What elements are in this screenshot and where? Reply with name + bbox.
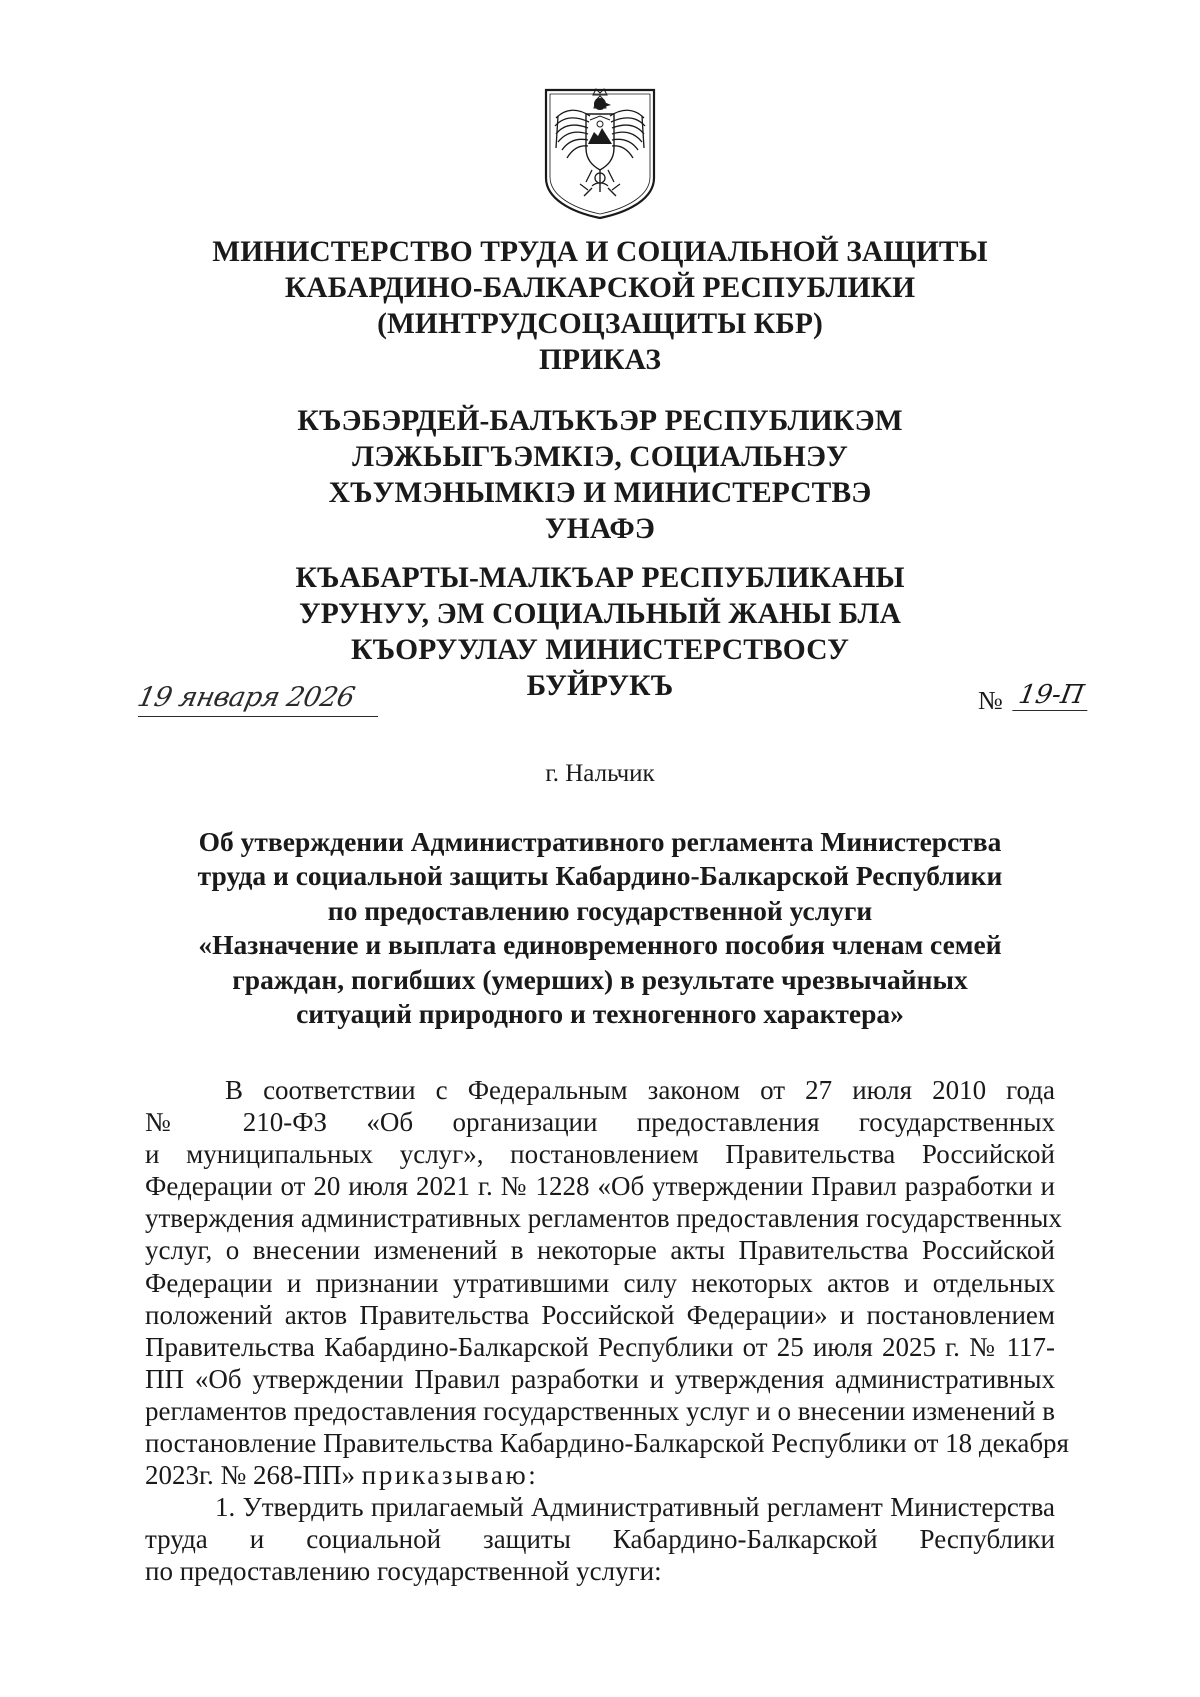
header-kabardian <box>200 403 1000 547</box>
date-underline <box>138 716 378 717</box>
body-line: положений актов Правительства Российской Федерации» и постановлением <box>145 1299 1055 1330</box>
header-line: (МИНТРУДСОЦЗАЩИТЫ КБР) <box>377 308 823 340</box>
header-line: КЪЭБЭРДЕЙ-БАЛЪКЪЭР РЕСПУБЛИКЭМ <box>297 405 903 437</box>
item-line: 1. Утвердить прилагаемый Административный регламент Министерства <box>215 1492 1055 1523</box>
header-line: КЪАБАРТЫ-МАЛКЪАР РЕСПУБЛИКАНЫ <box>295 562 905 594</box>
body-line: Правительства Кабардино-Балкарской Республики от 25 июля 2025 г. № 117- <box>145 1331 1055 1362</box>
title-line: Об утверждении Административного регламента Министерства <box>198 826 1002 857</box>
header-line: КАБАРДИНО-БАЛКАРСКОЙ РЕСПУБЛИКИ <box>284 272 916 304</box>
header-line: МИНИСТЕРСТВО ТРУДА И СОЦИАЛЬНОЙ ЗАЩИТЫ <box>212 236 988 268</box>
body-line: услуг, о внесении изменений в некоторые акты Правительства Российской <box>145 1235 1055 1266</box>
order-date-handwritten: 19 января 2026 <box>134 682 358 713</box>
body-line: и муниципальных услуг», постановлением Правительства Российской <box>145 1139 1055 1170</box>
title-line: «Назначение и выплата единовременного пособия членам семей <box>198 929 1002 961</box>
order-title <box>160 825 1040 1031</box>
body-line: В соответствии с Федеральным законом от 27 июля 2010 года <box>225 1075 1055 1105</box>
item-line: по предоставлению государственной услуги: <box>145 1556 662 1587</box>
header-line: ХЪУМЭНЫМКIЭ И МИНИСТЕРСТВЭ <box>328 477 872 509</box>
title-line: по предоставлению государственной услуги <box>327 894 873 926</box>
header-line: БУЙРУКЪ <box>526 670 674 702</box>
body-line: постановление Правительства Кабардино-Балкарской Республики от 18 декабря <box>145 1428 1069 1459</box>
order-number-handwritten: 19-П <box>1013 680 1093 711</box>
header-line: УРУНУУ, ЭМ СОЦИАЛЬНЫЙ ЖАНЫ БЛА <box>299 598 901 630</box>
body-line-last <box>145 1459 1055 1491</box>
city: г. Нальчик <box>545 760 655 787</box>
body-line: ПП «Об утверждении Правил разработки и утверждения административных <box>145 1363 1055 1394</box>
body-line: утверждения административных регламентов предоставления государственных <box>145 1203 1062 1234</box>
title-line: труда и социальной защиты Кабардино-Балкарской Республики <box>197 860 1003 892</box>
header-russian <box>200 234 1000 378</box>
title-line: граждан, погибших (умерших) в результате чрезвычайных <box>232 963 968 995</box>
body-line-prefix: 2023г. № 268-ПП» <box>145 1460 362 1491</box>
order-number <box>978 680 1090 726</box>
kbr-coat-of-arms-icon <box>540 86 660 220</box>
title-line: ситуаций природного и техногенного характера» <box>296 998 904 1030</box>
order-command: приказываю: <box>361 1460 539 1491</box>
header-line: ПРИКАЗ <box>538 344 662 376</box>
body-line: Федерации от 20 июля 2021 г. № 1228 «Об утверждении Правил разработки и <box>145 1171 1055 1202</box>
body-line: Федерации и признании утратившими силу некоторых актов и отдельных <box>145 1267 1055 1298</box>
header-line: КЪОРУУЛАУ МИНИСТЕРСТВОСУ <box>351 634 849 666</box>
body-text <box>145 1074 1069 1588</box>
body-line: № 210-ФЗ «Об организации предоставления государственных <box>145 1107 1055 1138</box>
number-sign: № <box>978 686 1003 715</box>
header-line: УНАФЭ <box>545 513 655 545</box>
body-line: регламентов предоставления государственных услуг и о внесении изменений в <box>145 1395 1056 1426</box>
item-line: труда и социальной защиты Кабардино-Балкарской Республики <box>145 1524 1055 1555</box>
order-date <box>134 680 378 720</box>
header-line: ЛЭЖЬЫГЪЭМКIЭ, СОЦИАЛЬНЭУ <box>352 441 848 473</box>
